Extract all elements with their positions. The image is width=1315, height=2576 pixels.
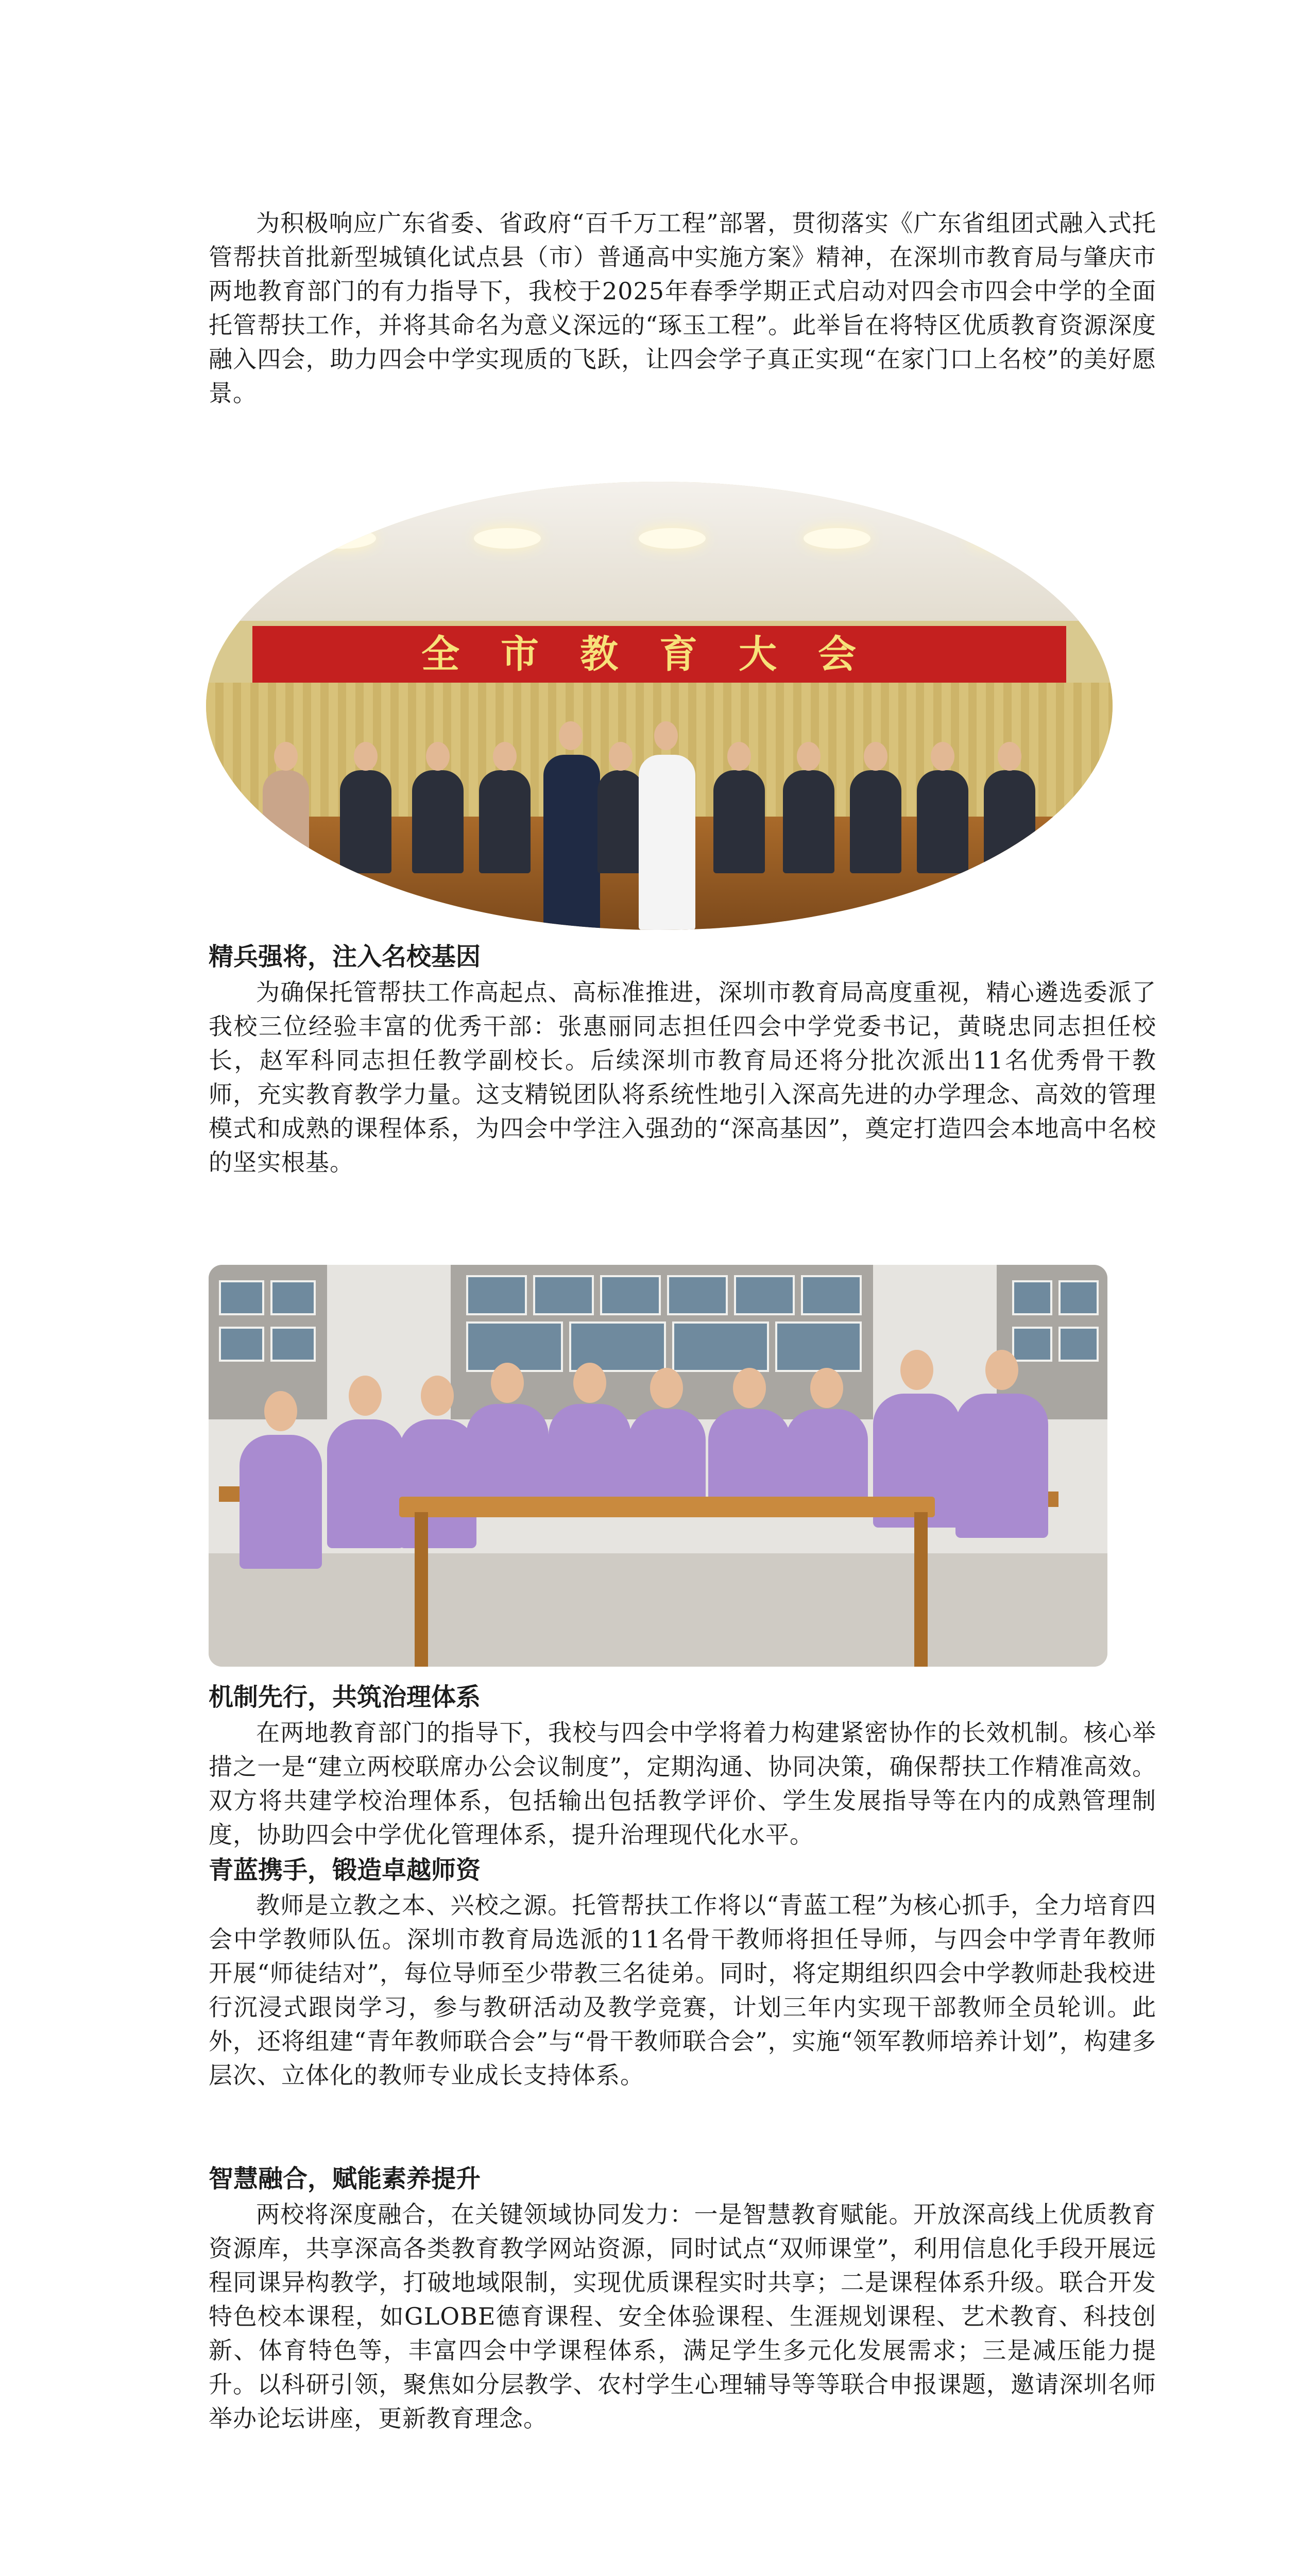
intro-paragraph: 为积极响应广东省委、省政府“百千万工程”部署，贯彻落实《广东省组团式融入式托管帮扶首批新型城镇化试点县（市）普通高中实施方案》精神，在深圳市教育局与肇庆市两地教育部门的有力指导下，我校于2025年春季学期正式启动对四会市四会中学的全面托管帮扶工作，并将其命名为意义深远的“琢玉工程”。此举旨在将特区优质教育资源深度融入四会，助力四会中学实现质的飞跃，让四会学子真正实现“在家门口上名校”的美好愿景。 [209, 209, 1156, 407]
conference-photo [206, 482, 1113, 930]
section-body-2: 在两地教育部门的指导下，我校与四会中学将着力构建紧密协作的长效机制。核心举措之一是“建立两校联席办公会议制度”，定期沟通、协同决策，确保帮扶工作精准高效。双方将共建学校治理体系，包括输出包括教学评价、学生发展指导等在内的成熟管理制度，协助四会中学优化管理体系，提升治理现代化水平。 [209, 1719, 1156, 1849]
group-photo [209, 1265, 1107, 1667]
section-body-3: 教师是立教之本、兴校之源。托管帮扶工作将以“青蓝工程”为核心抓手，全力培育四会中学教师队伍。深圳市教育局选派的11名骨干教师将担任导师，与四会中学青年教师开展“师徒结对”，每位导师至少带教三名徒弟。同时，将定期组织四会中学教师赴我校进行沉浸式跟岗学习，参与教研活动及教学竞赛，计划三年内实现干部教师全员轮训。此外，还将组建“青年教师联合会”与“骨干教师联合会”，实施“领军教师培养计划”，构建多层次、立体化的教师专业成长支持体系。 [209, 1891, 1156, 2089]
section-heading-2: 机制先行，共筑治理体系 [209, 1683, 481, 1711]
meeting-table [399, 1497, 935, 1517]
section-body-4: 两校将深度融合，在关键领域协同发力：一是智慧教育赋能。开放深高线上优质教育资源库，共享深高各类教育教学网站资源，同时试点“双师课堂”，利用信息化手段开展远程同课异构教学，打破地域限制，实现优质课程实时共享；二是课程体系升级。联合开发特色校本课程，如GLOBE德育课程、安全体验课程、生涯规划课程、艺术教育、科技创新、体育特色等，丰富四会中学课程体系，满足学生多元化发展需求；三是减压能力提升。以科研引领，聚焦如分层教学、农村学生心理辅导等等联合申报课题，邀请深圳名师举办论坛讲座，更新教育理念。 [209, 2200, 1156, 2432]
section-heading-3: 青蓝携手，锻造卓越师资 [209, 1856, 481, 1885]
section-body-1: 为确保托管帮扶工作高起点、高标准推进，深圳市教育局高度重视，精心遴选委派了我校三位经验丰富的优秀干部：张惠丽同志担任四会中学党委书记，黄晓忠同志担任校长，赵军科同志担任教学副校长。后续深圳市教育局还将分批次派出11名优秀骨干教师，充实教育教学力量。这支精锐团队将系统性地引入深高先进的办学理念、高效的管理模式和成熟的课程体系，为四会中学注入强劲的“深高基因”，奠定打造四会本地高中名校的坚实根基。 [209, 978, 1156, 1176]
ceiling [206, 482, 1113, 621]
section-heading-4: 智慧融合，赋能素养提升 [209, 2164, 481, 2193]
conference-banner: 全市教育大会 [252, 626, 1066, 683]
section-heading-1: 精兵强将，注入名校基因 [209, 942, 481, 971]
